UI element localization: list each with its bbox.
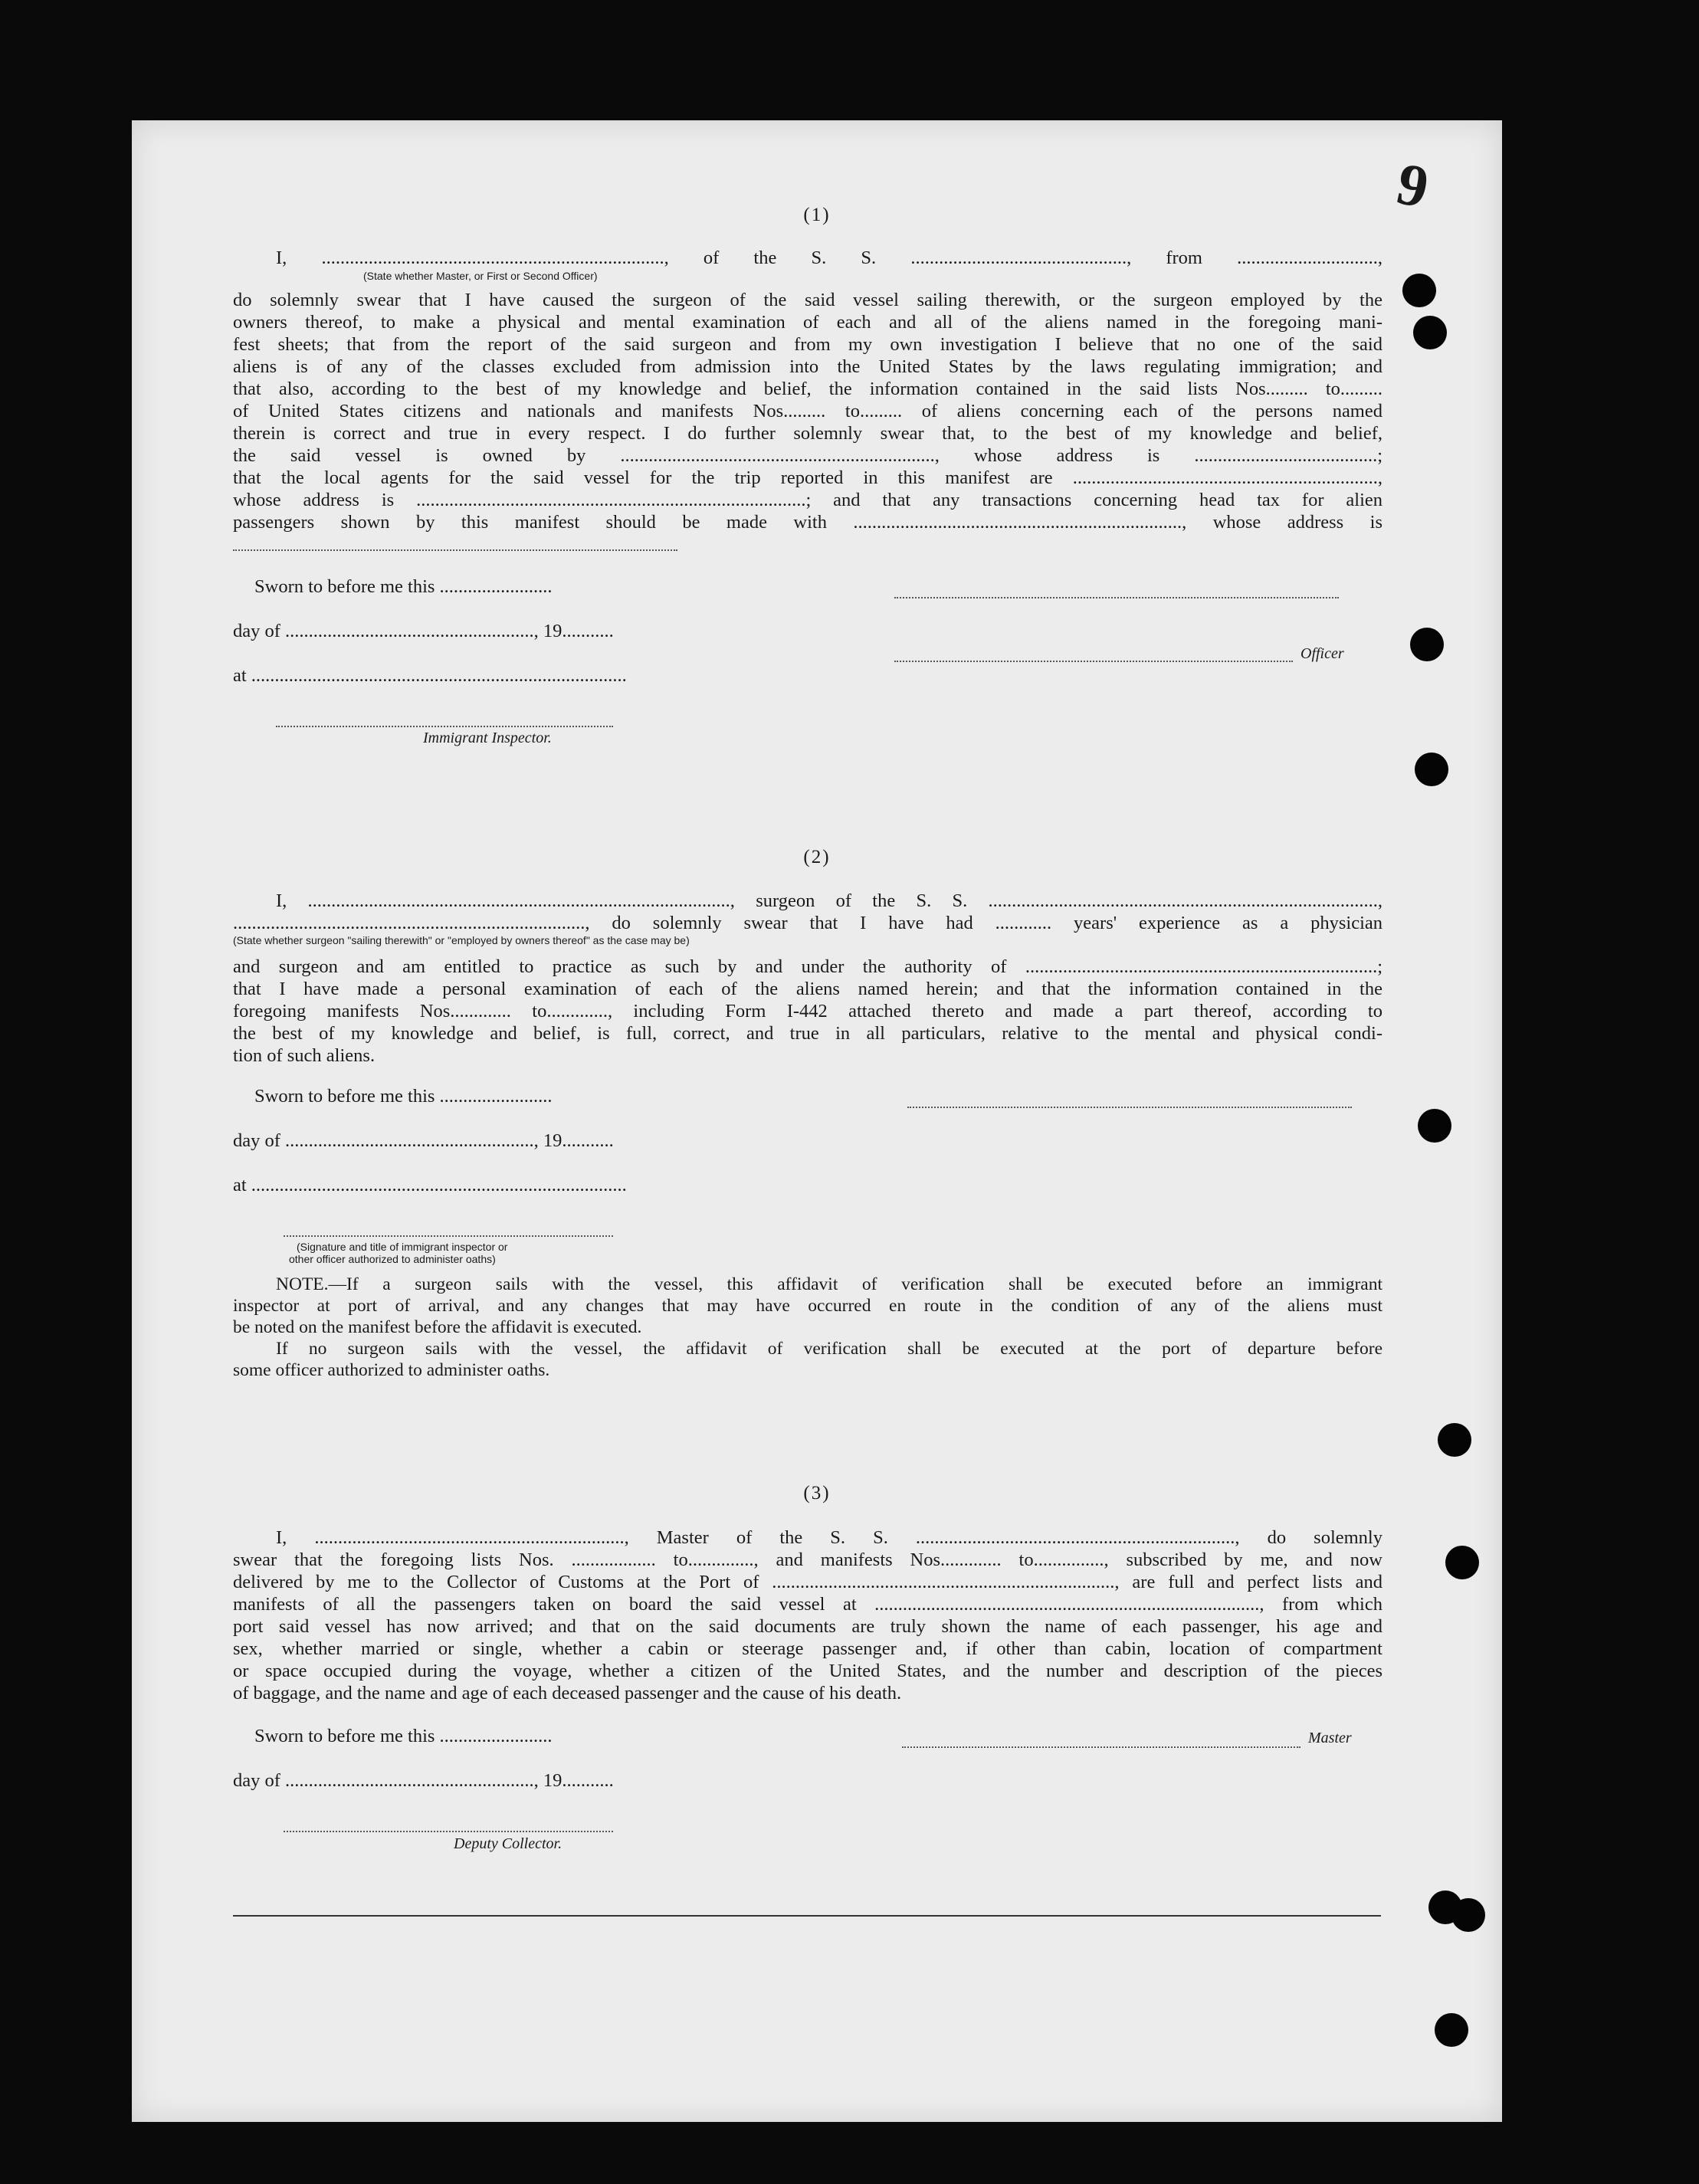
section-1-line: fest sheets; that from the report of the said surgeon and from my own investigation I believe that no one of the said [233, 334, 1382, 355]
section-2-day-line: day of ....................................................., 19........... [233, 1130, 614, 1151]
section-1-line: that the local agents for the said vessel for the trip reported in this manifest are ................................................................., [233, 467, 1382, 488]
section-1-at-line: at ................................................................................ [233, 665, 627, 686]
punch-hole [1410, 628, 1444, 661]
section-2-number: (2) [803, 847, 831, 867]
section-3-line: I, .................................................................., Master of the S. S. ...................................................................., do solemnly [276, 1527, 1382, 1548]
section-3-line: delivered by me to the Collector of Customs at the Port of ........................................................................., are full and perfect lists and [233, 1572, 1382, 1592]
section-3-line: of baggage, and the name and age of each deceased passenger and the cause of his death. [233, 1683, 902, 1704]
punch-hole [1413, 316, 1447, 349]
section-3-day-line: day of ....................................................., 19........... [233, 1770, 614, 1791]
section-2-opening-line: I, .........................................................................................., surgeon of the S. S. ..................................................................................., [276, 890, 1382, 911]
section-3-line: or space occupied during the voyage, whether a citizen of the United States, and the number and description of the pieces [233, 1661, 1382, 1681]
section-3-line: port said vessel has now arrived; and that on the said documents are truly shown the name of each passenger, his age and [233, 1616, 1382, 1637]
section-1-line: the said vessel is owned by ..................................................................., whose address is .......................................; [233, 445, 1382, 466]
section-1-line: therein is correct and true in every respect. I do further solemnly swear that, to the best of my knowledge and belief, [233, 423, 1382, 444]
note-line: be noted on the manifest before the affidavit is executed. [233, 1317, 642, 1337]
note-line: NOTE.—If a surgeon sails with the vessel, this affidavit of verification shall be executed before an immigrant [276, 1274, 1382, 1294]
section-3-number: (3) [803, 1483, 831, 1504]
section-1-line: passengers shown by this manifest should be made with ......................................................................, whose address is [233, 512, 1382, 533]
note-line: some officer authorized to administer oaths. [233, 1360, 550, 1380]
section-1-officer-signature-line [894, 661, 1293, 662]
section-3-collector-label: Deputy Collector. [454, 1835, 563, 1852]
section-1-sworn-line: Sworn to before me this ........................ [254, 576, 553, 597]
section-1-day-line: day of ....................................................., 19........... [233, 621, 614, 641]
punch-hole [1451, 1898, 1485, 1932]
section-3-line: sex, whether married or single, whether a cabin or steerage passenger and, if other than cabin, location of compartment [233, 1638, 1382, 1659]
section-1-line: aliens is of any of the classes excluded from admission into the United States by the laws regulating immigration; and [233, 356, 1382, 377]
note-line: inspector at port of arrival, and any changes that may have occurred en route in the condition of any of the aliens must [233, 1296, 1382, 1316]
section-2-signature-caption: other officer authorized to administer oaths) [289, 1253, 496, 1265]
section-3-collector-signature-line [284, 1831, 613, 1832]
section-2-line: that I have made a personal examination of each of the aliens named herein; and that the information contained in the [233, 979, 1382, 999]
section-1-line: of United States citizens and nationals and manifests Nos......... to......... of aliens concerning each of the persons named [233, 401, 1382, 421]
section-3-master-signature-line [902, 1746, 1300, 1748]
section-1-officer-label: Officer [1300, 645, 1344, 662]
section-3-master-label: Master [1308, 1730, 1352, 1746]
punch-hole [1418, 1109, 1451, 1143]
punch-hole [1438, 1423, 1471, 1457]
section-1-line: owners thereof, to make a physical and mental examination of each and all of the aliens named in the foregoing mani- [233, 312, 1382, 333]
section-2-at-line: at ................................................................................ [233, 1175, 627, 1195]
section-2-surgeon-caption: (State whether surgeon "sailing therewith" or "employed by owners thereof" as the case may be) [233, 934, 690, 946]
section-2-experience-line: ..........................................................................., do solemnly swear that I have had ............ years' experience as a physician [233, 913, 1382, 933]
punch-hole [1402, 274, 1436, 307]
section-2-line: the best of my knowledge and belief, is full, correct, and true in all particulars, relative to the mental and physical condi- [233, 1023, 1382, 1044]
section-3-sworn-line: Sworn to before me this ........................ [254, 1726, 553, 1746]
section-2-signature-caption: (Signature and title of immigrant inspector or [297, 1241, 508, 1253]
section-1-continuation-line [233, 549, 677, 551]
punch-hole [1435, 2013, 1468, 2047]
section-2-sworn-line: Sworn to before me this ........................ [254, 1086, 553, 1107]
note-line: If no surgeon sails with the vessel, the affidavit of verification shall be executed at the port of departure before [276, 1339, 1382, 1359]
bottom-rule [233, 1915, 1381, 1917]
section-1-line: that also, according to the best of my knowledge and belief, the information contained in the said lists Nos......... to......... [233, 379, 1382, 399]
section-2-line: and surgeon and am entitled to practice as such by and under the authority of ...........................................................................; [233, 956, 1382, 977]
section-2-line: foregoing manifests Nos............. to............., including Form I-442 attached thereto and made a part thereof, according to [233, 1001, 1382, 1021]
section-1-inspector-label: Immigrant Inspector. [423, 730, 552, 746]
punch-hole [1415, 753, 1448, 786]
section-1-line: do solemnly swear that I have caused the surgeon of the said vessel sailing therewith, or the surgeon employed by the [233, 290, 1382, 310]
section-1-number: (1) [803, 205, 831, 225]
page-number: 9 [1391, 149, 1435, 221]
section-3-line: swear that the foregoing lists Nos. .................. to.............., and manifests Nos............. to..............., subscribed by me, and now [233, 1549, 1382, 1570]
section-1-inspector-signature-line [276, 726, 613, 727]
section-3-line: manifests of all the passengers taken on board the said vessel at .................................................................................., from which [233, 1594, 1382, 1615]
section-2-line: tion of such aliens. [233, 1045, 376, 1066]
punch-hole [1445, 1546, 1479, 1579]
section-1-line: whose address is ...................................................................................; and that any transactions concerning head tax for alien [233, 490, 1382, 510]
section-2-signature-line [907, 1107, 1352, 1108]
section-1-opening-line: I, ........................................................................., of the S. S. .............................................., from .............................., [276, 248, 1382, 268]
section-1-signature-line [894, 597, 1339, 598]
section-2-inspector-signature-line [284, 1235, 613, 1237]
section-1-officer-caption: (State whether Master, or First or Second Officer) [363, 270, 598, 282]
manifest-page [132, 120, 1502, 2122]
